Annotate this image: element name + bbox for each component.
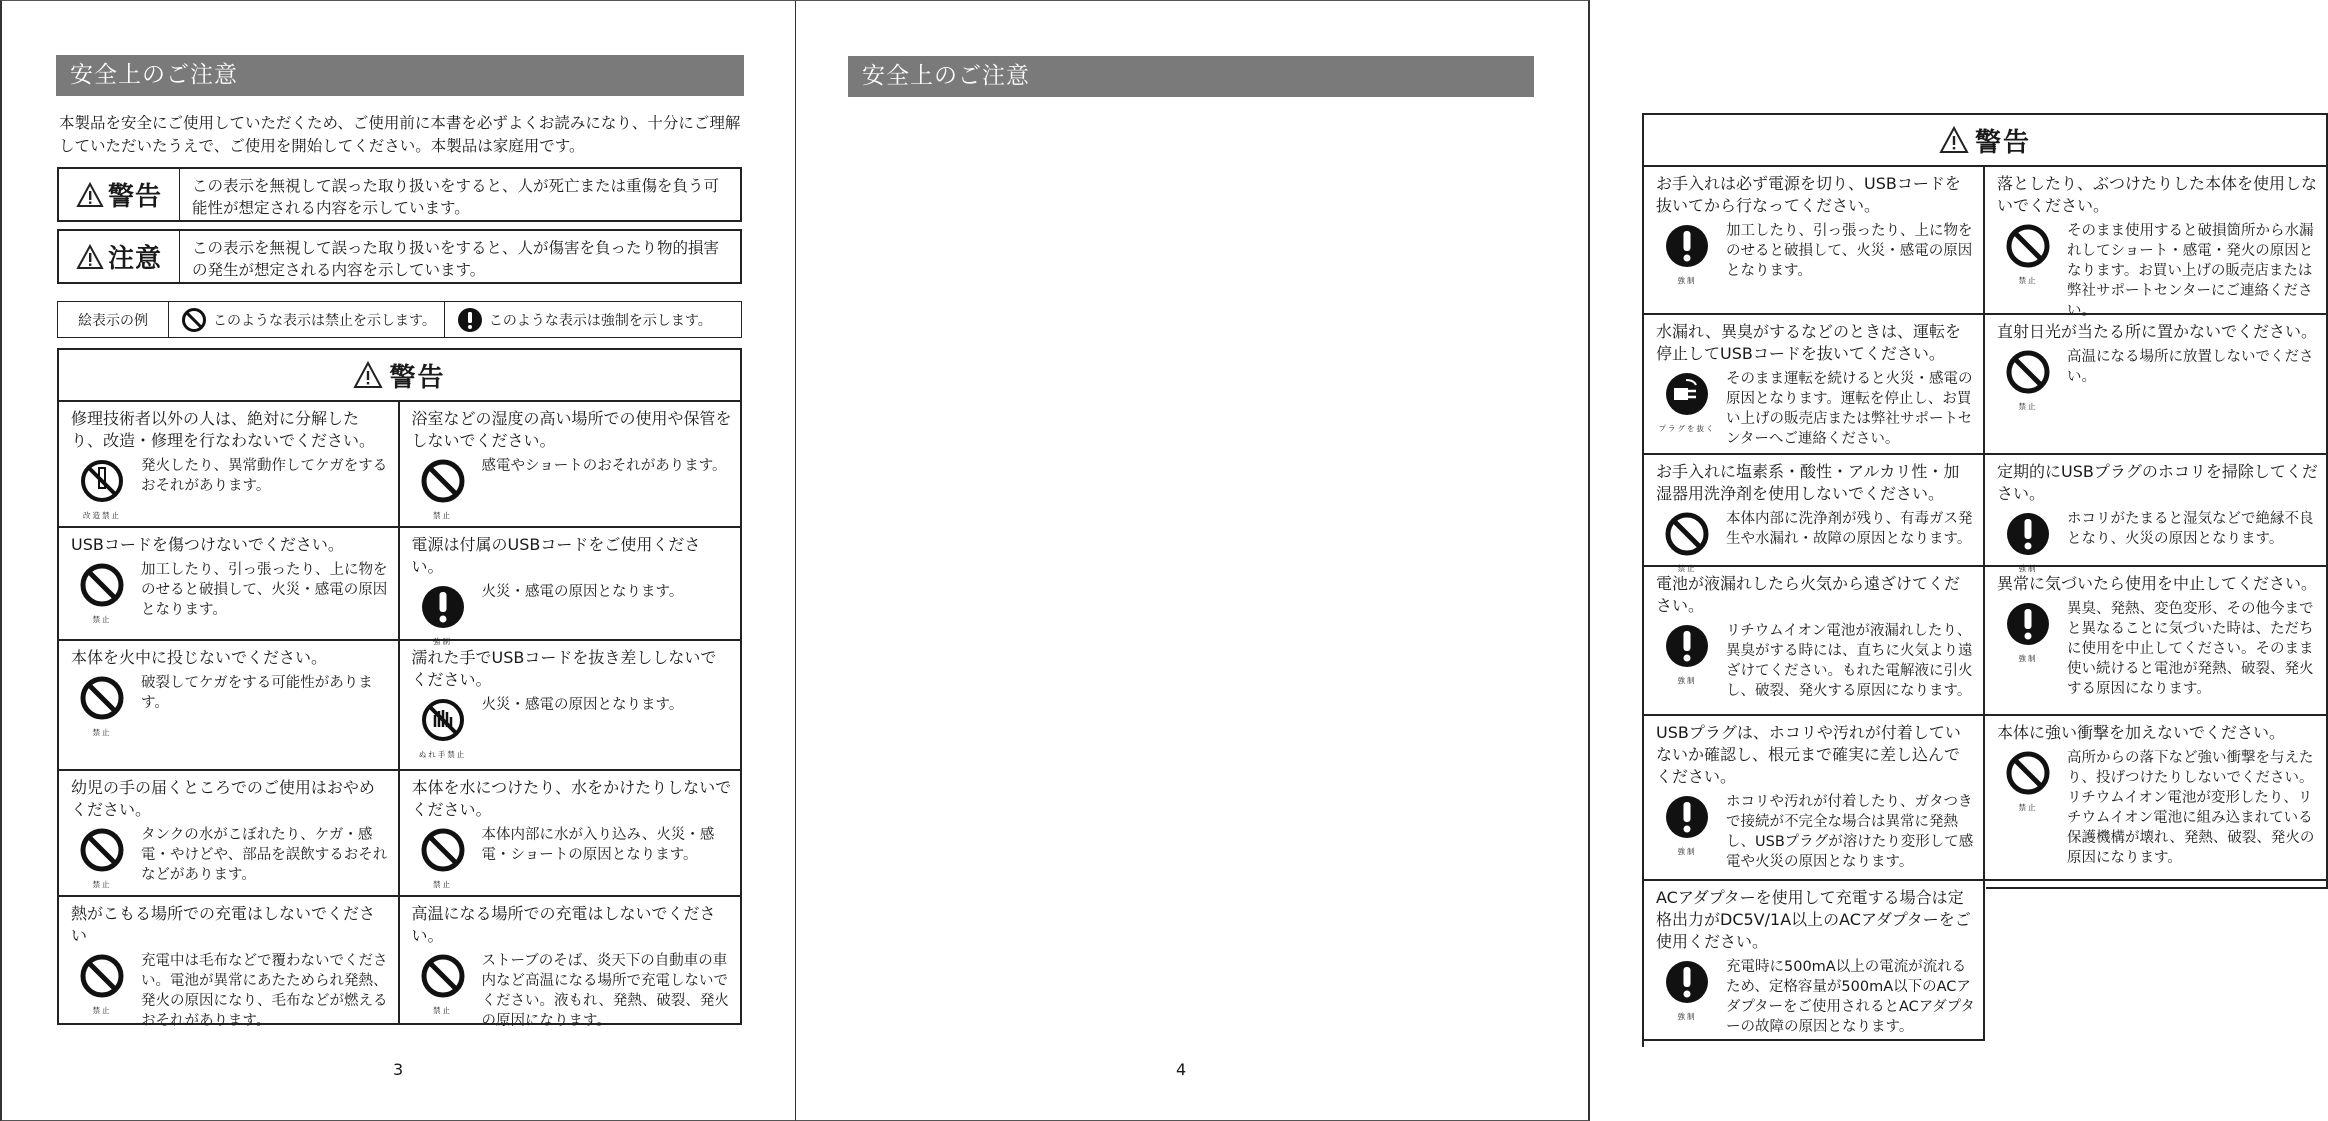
warning-cell [400,528,741,646]
warning-table-title: 警告 [59,350,740,402]
legend-caution-label: 注意 [107,244,162,274]
warning-cell-description: 充電時に500mA以上の電流が流れるため、定格容量が500mA以下のACアダプターをご使用されるとACアダプターの故障の原因となります。 [1726,959,1975,1035]
warning-cell-description: ホコリや汚れが付着したり、ガタつきで接続が不完全な場合は異常に発熱し、USBプラグが溶けたり変形して感電や火災の原因となります。 [1726,794,1974,870]
warning-cell-title: 本体に強い衝撃を加えないでください。 [1997,723,2286,742]
warning-cell [1985,716,2326,881]
icon-caption: 禁止 [433,880,452,889]
warning-cell-title: 直射日光が当たる所に置かないでください。 [1997,322,2318,341]
warning-cell-description: 本体内部に水が入り込み、火災・感電・ショートの原因となります。 [481,827,715,863]
mandatory-icon [1664,223,1710,273]
prohibit-icon [420,953,466,1003]
warning-table [57,348,742,1029]
icon-caption: 禁止 [1677,564,1697,573]
warning-cell-description: 破裂してケガをする可能性があります。 [141,675,373,711]
mandatory-icon [1664,959,1710,1009]
warning-cell-description: ストーブのそば、炎天下の自動車の車内など高温になる場所で充電しないでください。液もれ、発熱、破裂、発火の原因になります。 [481,953,729,1029]
warning-cell-description: 感電やショートのおそれがあります。 [481,458,727,474]
warning-cell [1644,881,1985,1041]
prohibit-icon [181,307,207,333]
warning-cell [59,528,400,641]
warning-cell [400,897,741,1029]
legend-caution-text: この表示を無視して誤った取り扱いをすると、人が傷害を負ったり物的損害の発生が想定される内容を示しています。 [192,239,720,279]
no-wet-hands-icon [420,697,466,747]
warning-cell-title: 電池が液漏れしたら火気から遠ざけてください。 [1656,574,1961,615]
mandatory-icon [2005,511,2051,561]
example-mandatory-text: このような表示は強制を示します。 [488,312,712,329]
example-label: 絵表示の例 [58,302,169,337]
page-left [0,0,795,1121]
warning-cell [1644,167,1985,315]
legend-warning [57,167,742,222]
mandatory-icon [1664,794,1710,844]
warning-cell-description: リチウムイオン電池が液漏れしたり、異臭がする時には、直ちに火気より遠ざけてください。もれた電解液に引火し、破裂、発火する原因になります。 [1726,623,1973,699]
warning-cell-title: 濡れた手でUSBコードを抜き差ししないでください。 [411,648,717,689]
warning-cell-title: ACアダプターを使用して充電する場合は定格出力がDC5V/1A以上のACアダプターをご使用ください。 [1656,888,1971,951]
icon-caption: ぬれ手禁止 [418,750,467,759]
legend-warning-text: この表示を無視して誤った取り扱いをすると、人が死亡または重傷を負う可能性が想定される内容を示しています。 [192,177,720,217]
warning-cell-title: 高温になる場所での充電はしないでください。 [411,904,716,945]
warning-cell [59,771,400,897]
warning-cell [400,641,741,771]
intro-text: 本製品を安全にご使用していただくため、ご使用前に本書を必ずよくお読みになり、十分にご理解していただいたうえで、ご使用を開始してください。本製品は家庭用です。 [59,114,741,155]
prohibit-icon [420,827,466,877]
warning-cell-title: 定期的にUSBプラグのホコリを掃除してください。 [1997,462,2318,503]
icon-caption: 禁止 [92,1006,112,1015]
page-number: 3 [393,1060,404,1079]
caution-triangle-icon [76,244,104,270]
icon-caption: 改造禁止 [83,511,121,520]
prohibit-icon [79,827,125,877]
example-prohibit-text: このような表示は禁止を示します。 [213,312,436,329]
warning-cell [59,641,400,771]
warning-cell-title: USBコードを傷つけないでください。 [71,535,344,554]
icon-caption: 強制 [1677,276,1697,285]
prohibit-icon [79,562,125,612]
warning-cell-title: お手入れは必ず電源を切り、USBコードを抜いてから行なってください。 [1656,174,1961,215]
pictogram-example-row [57,301,742,338]
warning-cell [1644,567,1985,716]
icon-caption: 強制 [1677,1012,1697,1021]
icon-caption: 禁止 [2018,276,2038,285]
icon-caption: 禁止 [92,728,112,737]
icon-caption: プラグを抜く [1658,424,1716,433]
prohibit-icon [1664,511,1710,561]
section-header: 安全上のご注意 [56,55,744,96]
warning-triangle-icon [76,182,104,208]
warning-cell [59,402,400,528]
warning-cell-description: 本体内部に洗浄剤が残り、有毒ガス発生や水漏れ・故障の原因となります。 [1726,511,1973,547]
warning-cell-title: USBプラグは、ホコリや汚れが付着していないか確認し、根元まで確実に差し込んでください。 [1656,723,1961,786]
page-number: 4 [1176,1060,1187,1079]
mandatory-icon [2005,601,2051,651]
mandatory-icon [457,307,483,333]
warning-cell-description: 異臭、発熱、変色変形、その他今までと異なることに気づいた時は、ただちに使用を中止してください。そのまま使い続けると電池が発熱、破裂、発火する原因になります。 [2067,601,2314,697]
mandatory-icon [1664,623,1710,673]
warning-cell-title: 幼児の手の届くところでのご使用はおやめください。 [71,778,375,819]
warning-table [1642,113,2328,1047]
warning-cell [400,402,741,528]
table-corner-mask [1987,887,2328,1047]
icon-caption: 禁止 [433,1006,452,1015]
warning-cell-title: 水漏れ、異臭がするなどのときは、運転を停止してUSBコードを抜いてください。 [1656,322,1961,363]
warning-grid [59,402,740,1029]
warning-cell [59,897,400,1029]
icon-caption: 禁止 [2018,402,2038,411]
icon-caption: 禁止 [2018,803,2038,812]
warning-cell [1985,315,2326,455]
warning-cell-title: 熱がこもる場所での充電はしないでください [71,904,376,945]
warning-cell [1644,315,1985,455]
warning-cell-title: 本体を水につけたり、水をかけたりしないでください。 [411,778,732,819]
warning-cell-title: お手入れに塩素系・酸性・アルカリ性・加湿器用洗浄剤を使用しないでください。 [1656,462,1960,503]
warning-cell-title: 本体を火中に投じないでください。 [71,648,328,667]
warning-cell-description: 充電中は毛布などで覆わないでください。電池が異常にあたためられ発熱、発火の原因になり、毛布などが燃えるおそれがあります。 [141,953,388,1029]
warning-cell-description: 火災・感電の原因となります。 [481,697,684,713]
icon-caption: 禁止 [433,511,452,520]
warning-cell-description: 加工したり、引っ張ったり、上に物をのせると破損して、火災・感電の原因となります。 [1726,223,1973,279]
warning-cell-description: ホコリがたまると湿気などで絶縁不良となり、火災の原因となります。 [2067,511,2314,547]
legend-caution [57,229,742,284]
icon-caption: 強制 [1677,847,1697,856]
warning-cell [1985,567,2326,716]
warning-cell-description: そのまま使用すると破損箇所から水漏れしてショート・感電・発火の原因となります。お買い上げの販売店または弊社サポートセンターにご連絡ください。 [2067,223,2314,319]
mandatory-icon [420,584,466,634]
warning-triangle-icon [1939,126,1969,154]
warning-cell-title: 電源は付属のUSBコードをご使用ください。 [411,535,701,576]
page-right [795,0,2318,1121]
warning-cell [1644,716,1985,881]
warning-cell [1985,455,2326,573]
warning-cell-title: 落としたり、ぶつけたりした本体を使用しないでください。 [1997,174,2318,215]
warning-cell-title: 浴室などの湿度の高い場所での使用や保管をしないでください。 [411,409,732,450]
icon-caption: 禁止 [92,615,112,624]
warning-triangle-icon [353,361,383,389]
icon-caption: 強制 [1677,676,1697,685]
warning-cell-description: 加工したり、引っ張ったり、上に物をのせると破損して、火災・感電の原因となります。 [141,562,388,618]
warning-cell [400,771,741,897]
prohibit-icon [2005,223,2051,273]
icon-caption: 強制 [433,637,452,646]
icon-caption: 強制 [2018,564,2038,573]
warning-cell-description: 発火したり、異常動作してケガをするおそれがあります。 [141,458,388,494]
prohibit-icon [79,953,125,1003]
no-disassembly-icon [79,458,125,508]
warning-cell-description: タンクの水がこぼれたり、ケガ・感電・やけどや、部品を誤飲するおそれなどがあります。 [141,827,388,883]
warning-cell-description: 高温になる場所に放置しないでください。 [2067,349,2314,385]
legend-warning-label: 警告 [107,182,162,212]
prohibit-icon [420,458,466,508]
unplug-icon [1664,371,1710,421]
prohibit-icon [2005,750,2051,800]
warning-cell-title: 異常に気づいたら使用を中止してください。 [1997,574,2318,593]
warning-cell-title: 修理技術者以外の人は、絶対に分解したり、改造・修理を行なわないでください。 [71,409,376,450]
icon-caption: 強制 [2018,654,2038,663]
icon-caption: 禁止 [92,880,112,889]
prohibit-icon [79,675,125,725]
warning-cell-description: 高所からの落下など強い衝撃を与えたり、投げつけたりしないでください。リチウムイオン電池が変形したり、リチウムイオン電池に組み込まれている保護機構が壊れ、発熱、破裂、発火の原因になります。 [2067,750,2315,866]
warning-table-title: 警告 [1644,115,2326,167]
warning-cell-description: 火災・感電の原因となります。 [481,584,684,600]
warning-cell [1644,455,1985,573]
warning-cell-description: そのまま運転を続けると火災・感電の原因となります。運転を停止し、お買い上げの販売店または弊社サポートセンターへご連絡ください。 [1726,371,1973,447]
warning-cell [1985,167,2326,319]
section-header: 安全上のご注意 [848,56,1534,97]
prohibit-icon [2005,349,2051,399]
